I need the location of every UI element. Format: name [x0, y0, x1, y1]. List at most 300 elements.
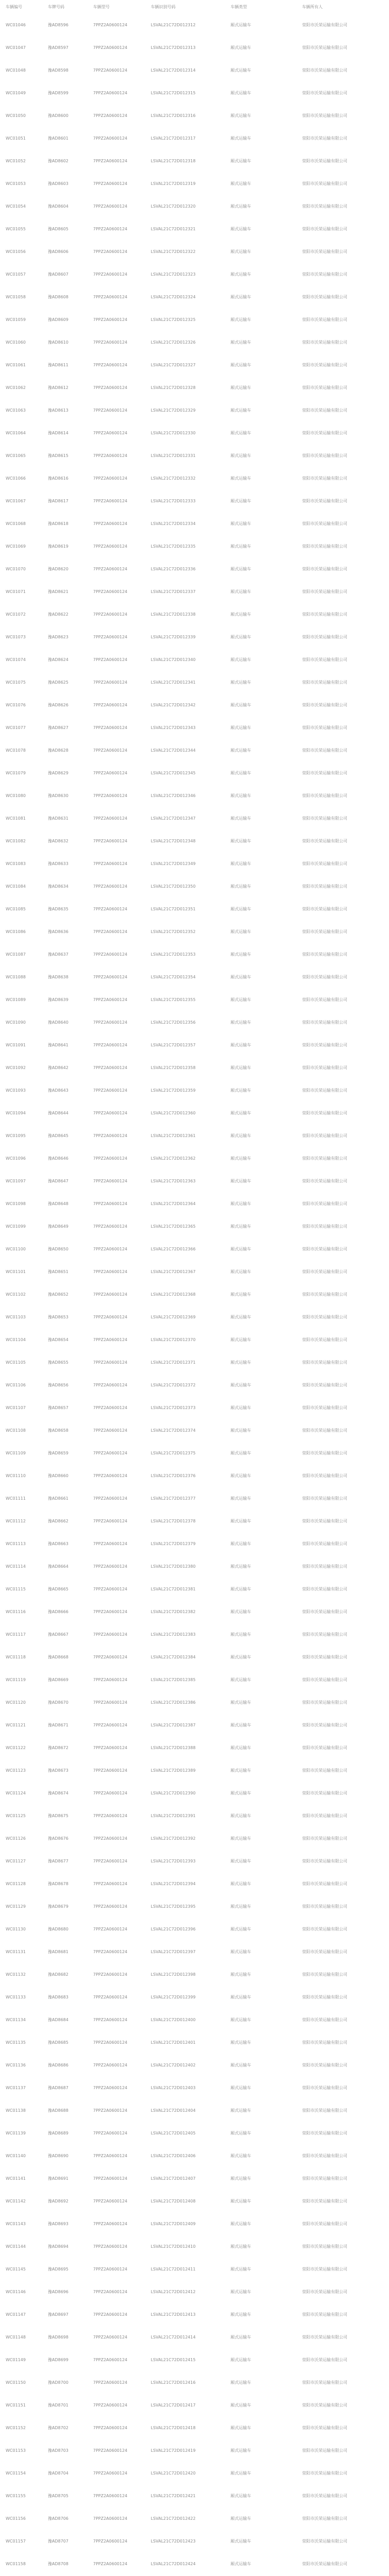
table-cell: 豫AD8666	[48, 1609, 68, 1614]
table-cell: LSVAL21C72D012363	[151, 1178, 196, 1183]
table-cell: 豫AD8690	[48, 2153, 68, 2158]
table-cell: WC01057	[6, 272, 26, 277]
table-cell: 厢式运输车	[231, 1632, 251, 1637]
table-cell: LSVAL21C72D012335	[151, 544, 196, 549]
table-cell: 荥阳市沃荣运输有限公司	[302, 1858, 347, 1863]
table-cell: 厢式运输车	[231, 1994, 251, 1999]
table-cell: 荥阳市沃荣运输有限公司	[302, 1994, 347, 1999]
table-cell: 厢式运输车	[231, 974, 251, 979]
table-cell: LSVAL21C72D012397	[151, 1949, 196, 1954]
table-row	[4, 1872, 385, 1895]
table-cell: 豫AD8655	[48, 1360, 68, 1365]
table-cell: 厢式运输车	[231, 1382, 251, 1387]
table-row	[4, 2008, 385, 2031]
table-cell: 荥阳市沃荣运输有限公司	[302, 1609, 347, 1614]
table-cell: 荥阳市沃荣运输有限公司	[302, 135, 347, 141]
table-cell: 荥阳市沃荣运输有限公司	[302, 952, 347, 957]
table-cell: 厢式运输车	[231, 2402, 251, 2408]
table-cell: 7PPZ2A0600124	[93, 1428, 128, 1433]
table-row	[4, 1033, 385, 1056]
table-row	[4, 875, 385, 897]
table-cell: 7PPZ2A0600124	[93, 1088, 128, 1093]
table-cell: 荥阳市沃荣运输有限公司	[302, 589, 347, 594]
table-cell: 7PPZ2A0600124	[93, 408, 128, 413]
table-cell: 荥阳市沃荣运输有限公司	[302, 702, 347, 707]
table-cell: LSVAL21C72D012379	[151, 1541, 196, 1546]
table-row	[4, 240, 385, 263]
table-cell: WC01084	[6, 884, 26, 889]
table-cell: 豫AD8647	[48, 1178, 68, 1183]
table-cell: 豫AD8634	[48, 884, 68, 889]
table-row	[4, 943, 385, 965]
table-cell: 7PPZ2A0600124	[93, 2402, 128, 2408]
table-row	[4, 331, 385, 353]
table-cell: LSVAL21C72D012384	[151, 1654, 196, 1659]
table-row	[4, 104, 385, 127]
table-cell: 厢式运输车	[231, 680, 251, 685]
table-cell: 7PPZ2A0600124	[93, 634, 128, 639]
table-row	[4, 2326, 385, 2348]
table-row	[4, 1464, 385, 1487]
table-cell: 7PPZ2A0600124	[93, 2266, 128, 2272]
table-cell: WC01075	[6, 680, 26, 685]
table-cell: LSVAL21C72D012324	[151, 294, 196, 299]
table-cell: LSVAL21C72D012400	[151, 2017, 196, 2022]
table-cell: 7PPZ2A0600124	[93, 67, 128, 73]
table-cell: 7PPZ2A0600124	[93, 906, 128, 911]
table-cell: WC01123	[6, 1768, 26, 1773]
table-row	[4, 2371, 385, 2394]
table-cell: WC01133	[6, 1994, 26, 1999]
table-cell: 厢式运输车	[231, 181, 251, 186]
table-cell: 豫AD8660	[48, 1473, 68, 1478]
table-cell: 7PPZ2A0600124	[93, 1133, 128, 1138]
table-cell: WC01145	[6, 2266, 26, 2272]
table-cell: 荥阳市沃荣运输有限公司	[302, 929, 347, 934]
table-cell: LSVAL21C72D012345	[151, 770, 196, 775]
table-cell: 豫AD8620	[48, 566, 68, 571]
table-cell: 7PPZ2A0600124	[93, 1972, 128, 1977]
table-cell: 豫AD8651	[48, 1269, 68, 1274]
table-cell: LSVAL21C72D012359	[151, 1088, 196, 1093]
table-row	[4, 1056, 385, 1079]
table-cell: 7PPZ2A0600124	[93, 430, 128, 435]
table-cell: LSVAL21C72D012349	[151, 861, 196, 866]
table-cell: 荥阳市沃荣运输有限公司	[302, 385, 347, 390]
table-row	[4, 1260, 385, 1283]
table-cell: 荥阳市沃荣运输有限公司	[302, 544, 347, 549]
table-cell: 7PPZ2A0600124	[93, 2062, 128, 2067]
table-cell: 7PPZ2A0600124	[93, 2425, 128, 2430]
table-cell: 厢式运输车	[231, 204, 251, 209]
table-cell: WC01115	[6, 1586, 26, 1591]
table-cell: 荥阳市沃荣运输有限公司	[302, 2040, 347, 2045]
table-cell: WC01070	[6, 566, 26, 571]
table-cell: WC01059	[6, 317, 26, 322]
table-cell: 厢式运输车	[231, 1133, 251, 1138]
table-row	[4, 2099, 385, 2122]
table-cell: WC01143	[6, 2221, 26, 2226]
table-cell: 7PPZ2A0600124	[93, 884, 128, 889]
table-cell: 7PPZ2A0600124	[93, 1768, 128, 1773]
table-cell: WC01147	[6, 2312, 26, 2317]
table-cell: 荥阳市沃荣运输有限公司	[302, 2017, 347, 2022]
table-row	[4, 2076, 385, 2099]
table-cell: WC01083	[6, 861, 26, 866]
table-cell: 7PPZ2A0600124	[93, 158, 128, 163]
table-row	[4, 2280, 385, 2303]
table-cell: LSVAL21C72D012371	[151, 1360, 196, 1365]
table-cell: LSVAL21C72D012350	[151, 884, 196, 889]
table-cell: LSVAL21C72D012410	[151, 2244, 196, 2249]
table-cell: 豫AD8674	[48, 1790, 68, 1795]
table-cell: 7PPZ2A0600124	[93, 1020, 128, 1025]
table-row	[4, 1940, 385, 1963]
table-cell: 厢式运输车	[231, 566, 251, 571]
table-cell: 7PPZ2A0600124	[93, 1722, 128, 1727]
table-cell: 7PPZ2A0600124	[93, 816, 128, 821]
table-cell: WC01069	[6, 544, 26, 549]
table-row	[4, 489, 385, 512]
table-cell: LSVAL21C72D012315	[151, 90, 196, 95]
table-cell: 7PPZ2A0600124	[93, 1564, 128, 1569]
table-cell: 厢式运输车	[231, 1156, 251, 1161]
table-cell: 荥阳市沃荣运输有限公司	[302, 906, 347, 911]
table-cell: 荥阳市沃荣运输有限公司	[302, 226, 347, 231]
table-cell: LSVAL21C72D012328	[151, 385, 196, 390]
table-cell: 荥阳市沃荣运输有限公司	[302, 612, 347, 617]
table-row	[4, 2484, 385, 2507]
table-cell: 豫AD8680	[48, 1926, 68, 1931]
table-cell: 7PPZ2A0600124	[93, 294, 128, 299]
table-cell: 厢式运输车	[231, 2312, 251, 2317]
table-row	[4, 829, 385, 852]
table-row	[4, 716, 385, 739]
table-cell: WC01130	[6, 1926, 26, 1931]
table-cell: 厢式运输车	[231, 1178, 251, 1183]
table-row	[4, 444, 385, 467]
table-cell: 厢式运输车	[231, 657, 251, 662]
table-cell: 荥阳市沃荣运输有限公司	[302, 680, 347, 685]
table-row	[4, 59, 385, 81]
table-cell: 7PPZ2A0600124	[93, 1586, 128, 1591]
table-cell: 豫AD8613	[48, 408, 68, 413]
table-cell: 豫AD8679	[48, 1904, 68, 1909]
vehicle-table	[4, 0, 385, 2576]
table-cell: 荥阳市沃荣运输有限公司	[302, 2493, 347, 2498]
table-row	[4, 308, 385, 331]
table-cell: 7PPZ2A0600124	[93, 1473, 128, 1478]
table-row	[4, 2530, 385, 2552]
table-row	[4, 1170, 385, 1192]
table-cell: 荥阳市沃荣运输有限公司	[302, 45, 347, 50]
table-cell: 厢式运输车	[231, 453, 251, 458]
table-cell: 荥阳市沃荣运输有限公司	[302, 1926, 347, 1931]
table-cell: 厢式运输车	[231, 725, 251, 730]
table-cell: 荥阳市沃荣运输有限公司	[302, 1292, 347, 1297]
table-cell: 厢式运输车	[231, 2493, 251, 2498]
table-cell: 荥阳市沃荣运输有限公司	[302, 1632, 347, 1637]
table-cell: 7PPZ2A0600124	[93, 612, 128, 617]
table-cell: 豫AD8707	[48, 2538, 68, 2544]
table-cell: 7PPZ2A0600124	[93, 135, 128, 141]
table-cell: 荥阳市沃荣运输有限公司	[302, 1042, 347, 1047]
table-cell: LSVAL21C72D012318	[151, 158, 196, 163]
table-row	[4, 36, 385, 59]
table-cell: WC01071	[6, 589, 26, 594]
table-cell: 豫AD8659	[48, 1450, 68, 1455]
table-cell: LSVAL21C72D012334	[151, 521, 196, 526]
table-row	[4, 421, 385, 444]
table-cell: 厢式运输车	[231, 2266, 251, 2272]
table-cell: 荥阳市沃荣运输有限公司	[302, 816, 347, 821]
table-row	[4, 1215, 385, 1238]
table-cell: 荥阳市沃荣运输有限公司	[302, 974, 347, 979]
table-cell: LSVAL21C72D012403	[151, 2085, 196, 2090]
table-cell: 7PPZ2A0600124	[93, 1292, 128, 1297]
table-cell: LSVAL21C72D012361	[151, 1133, 196, 1138]
table-cell: 7PPZ2A0600124	[93, 680, 128, 685]
table-cell: WC01119	[6, 1677, 26, 1682]
table-cell: 7PPZ2A0600124	[93, 566, 128, 571]
table-cell: WC01131	[6, 1949, 26, 1954]
table-row	[4, 1555, 385, 1578]
table-cell: LSVAL21C72D012424	[151, 2561, 196, 2566]
table-cell: LSVAL21C72D012313	[151, 45, 196, 50]
table-cell: 荥阳市沃荣运输有限公司	[302, 657, 347, 662]
table-cell: WC01080	[6, 793, 26, 798]
table-row	[4, 512, 385, 535]
table-cell: 厢式运输车	[231, 1292, 251, 1297]
table-cell: LSVAL21C72D012405	[151, 2130, 196, 2136]
table-cell: 厢式运输车	[231, 634, 251, 639]
table-row	[4, 1011, 385, 1033]
table-cell: WC01064	[6, 430, 26, 435]
table-cell: 7PPZ2A0600124	[93, 793, 128, 798]
table-cell: 荥阳市沃荣运输有限公司	[302, 1881, 347, 1886]
table-cell: WC01092	[6, 1065, 26, 1070]
table-cell: WC01146	[6, 2289, 26, 2294]
table-cell: 荥阳市沃荣运输有限公司	[302, 1450, 347, 1455]
table-cell: 荥阳市沃荣运输有限公司	[302, 1745, 347, 1750]
table-cell: 7PPZ2A0600124	[93, 997, 128, 1002]
table-cell: 荥阳市沃荣运输有限公司	[302, 408, 347, 413]
table-cell: WC01129	[6, 1904, 26, 1909]
table-cell: 7PPZ2A0600124	[93, 2493, 128, 2498]
table-cell: LSVAL21C72D012385	[151, 1677, 196, 1682]
table-cell: 荥阳市沃荣运输有限公司	[302, 2380, 347, 2385]
table-cell: WC01128	[6, 1881, 26, 1886]
table-cell: 豫AD8618	[48, 521, 68, 526]
table-cell: 7PPZ2A0600124	[93, 1269, 128, 1274]
table-cell: 荥阳市沃荣运输有限公司	[302, 770, 347, 775]
table-cell: WC01134	[6, 2017, 26, 2022]
table-cell: 荥阳市沃荣运输有限公司	[302, 1337, 347, 1342]
table-cell: LSVAL21C72D012411	[151, 2266, 196, 2272]
table-cell: WC01155	[6, 2493, 26, 2498]
table-cell: 厢式运输车	[231, 2516, 251, 2521]
header-cell: 车辆所有人	[302, 4, 323, 9]
table-cell: LSVAL21C72D012356	[151, 1020, 196, 1025]
table-cell: 7PPZ2A0600124	[93, 2357, 128, 2362]
table-cell: LSVAL21C72D012330	[151, 430, 196, 435]
table-cell: LSVAL21C72D012336	[151, 566, 196, 571]
table-cell: WC01072	[6, 612, 26, 617]
table-cell: 豫AD8601	[48, 135, 68, 141]
table-cell: 豫AD8650	[48, 1246, 68, 1251]
table-cell: 厢式运输车	[231, 2470, 251, 2476]
table-cell: WC01117	[6, 1632, 26, 1637]
table-cell: LSVAL21C72D012317	[151, 135, 196, 141]
table-cell: LSVAL21C72D012398	[151, 1972, 196, 1977]
table-cell: 7PPZ2A0600124	[93, 861, 128, 866]
table-cell: 7PPZ2A0600124	[93, 90, 128, 95]
table-cell: WC01106	[6, 1382, 26, 1387]
table-cell: WC01079	[6, 770, 26, 775]
table-cell: 厢式运输车	[231, 2198, 251, 2204]
table-cell: 豫AD8624	[48, 657, 68, 662]
table-cell: 豫AD8656	[48, 1382, 68, 1387]
table-cell: 豫AD8644	[48, 1110, 68, 1115]
header-row	[4, 0, 385, 13]
table-cell: 厢式运输车	[231, 748, 251, 753]
table-cell: 荥阳市沃荣运输有限公司	[302, 2289, 347, 2294]
table-cell: 7PPZ2A0600124	[93, 1926, 128, 1931]
table-cell: 厢式运输车	[231, 1020, 251, 1025]
table-cell: 厢式运输车	[231, 476, 251, 481]
table-cell: LSVAL21C72D012351	[151, 906, 196, 911]
table-cell: 豫AD8692	[48, 2198, 68, 2204]
table-cell: LSVAL21C72D012312	[151, 22, 196, 27]
table-cell: 厢式运输车	[231, 317, 251, 322]
table-cell: 豫AD8661	[48, 1496, 68, 1501]
table-cell: 厢式运输车	[231, 1110, 251, 1115]
table-cell: 豫AD8636	[48, 929, 68, 934]
table-cell: LSVAL21C72D012422	[151, 2516, 196, 2521]
table-row	[4, 1306, 385, 1328]
table-row	[4, 1668, 385, 1691]
table-cell: 荥阳市沃荣运输有限公司	[302, 2108, 347, 2113]
table-cell: LSVAL21C72D012321	[151, 226, 196, 231]
table-body	[4, 13, 385, 2576]
table-row	[4, 1691, 385, 1714]
table-cell: 7PPZ2A0600124	[93, 317, 128, 322]
table-row	[4, 1124, 385, 1147]
table-cell: WC01091	[6, 1042, 26, 1047]
table-row	[4, 1578, 385, 1600]
table-cell: 厢式运输车	[231, 2538, 251, 2544]
table-row	[4, 1510, 385, 1532]
table-row	[4, 1759, 385, 1782]
table-cell: 厢式运输车	[231, 702, 251, 707]
table-cell: 荥阳市沃荣运输有限公司	[302, 521, 347, 526]
table-cell: 7PPZ2A0600124	[93, 770, 128, 775]
table-cell: LSVAL21C72D012419	[151, 2448, 196, 2453]
table-cell: LSVAL21C72D012337	[151, 589, 196, 594]
table-cell: 荥阳市沃荣运输有限公司	[302, 884, 347, 889]
table-cell: LSVAL21C72D012374	[151, 1428, 196, 1433]
table-row	[4, 2258, 385, 2280]
table-cell: LSVAL21C72D012373	[151, 1405, 196, 1410]
table-cell: 荥阳市沃荣运输有限公司	[302, 2198, 347, 2204]
table-cell: WC01065	[6, 453, 26, 458]
table-cell: 7PPZ2A0600124	[93, 22, 128, 27]
table-cell: 厢式运输车	[231, 1337, 251, 1342]
table-cell: WC01054	[6, 204, 26, 209]
table-cell: 豫AD8685	[48, 2040, 68, 2045]
table-cell: 厢式运输车	[231, 385, 251, 390]
table-cell: 豫AD8686	[48, 2062, 68, 2067]
table-cell: 厢式运输车	[231, 1065, 251, 1070]
table-cell: 豫AD8639	[48, 997, 68, 1002]
table-cell: 厢式运输车	[231, 2380, 251, 2385]
table-cell: WC01125	[6, 1813, 26, 1818]
table-cell: 荥阳市沃荣运输有限公司	[302, 1768, 347, 1773]
table-cell: 厢式运输车	[231, 1858, 251, 1863]
table-cell: LSVAL21C72D012329	[151, 408, 196, 413]
table-cell: WC01136	[6, 2062, 26, 2067]
table-row	[4, 761, 385, 784]
table-row	[4, 1328, 385, 1351]
table-cell: 豫AD8628	[48, 748, 68, 753]
table-cell: 豫AD8698	[48, 2334, 68, 2340]
table-cell: WC01107	[6, 1405, 26, 1410]
table-cell: WC01100	[6, 1246, 26, 1251]
table-cell: WC01127	[6, 1858, 26, 1863]
table-cell: WC01090	[6, 1020, 26, 1025]
table-cell: LSVAL21C72D012386	[151, 1700, 196, 1705]
table-cell: LSVAL21C72D012395	[151, 1904, 196, 1909]
table-cell: WC01048	[6, 67, 26, 73]
table-cell: 厢式运输车	[231, 1473, 251, 1478]
table-row	[4, 1623, 385, 1646]
table-cell: WC01099	[6, 1224, 26, 1229]
table-cell: LSVAL21C72D012414	[151, 2334, 196, 2340]
table-cell: WC01108	[6, 1428, 26, 1433]
table-cell: 厢式运输车	[231, 544, 251, 549]
table-row	[4, 1986, 385, 2008]
table-cell: 厢式运输车	[231, 340, 251, 345]
table-cell: 7PPZ2A0600124	[93, 340, 128, 345]
table-cell: 厢式运输车	[231, 770, 251, 775]
table-cell: LSVAL21C72D012339	[151, 634, 196, 639]
table-cell: WC01066	[6, 476, 26, 481]
table-cell: 7PPZ2A0600124	[93, 1700, 128, 1705]
table-row	[4, 2122, 385, 2144]
table-cell: 7PPZ2A0600124	[93, 589, 128, 594]
table-cell: WC01109	[6, 1450, 26, 1455]
table-cell: 7PPZ2A0600124	[93, 1496, 128, 1501]
table-cell: 豫AD8600	[48, 113, 68, 118]
table-cell: 厢式运输车	[231, 1609, 251, 1614]
table-cell: 荥阳市沃荣运输有限公司	[302, 1518, 347, 1523]
table-cell: WC01049	[6, 90, 26, 95]
table-cell: WC01101	[6, 1269, 26, 1274]
table-cell: 豫AD8670	[48, 1700, 68, 1705]
table-cell: 7PPZ2A0600124	[93, 2516, 128, 2521]
table-row	[4, 399, 385, 421]
table-cell: LSVAL21C72D012325	[151, 317, 196, 322]
table-cell: LSVAL21C72D012389	[151, 1768, 196, 1773]
table-row	[4, 580, 385, 603]
table-cell: WC01135	[6, 2040, 26, 2045]
table-cell: 7PPZ2A0600124	[93, 1178, 128, 1183]
table-row	[4, 603, 385, 625]
table-row	[4, 263, 385, 285]
table-cell: 荥阳市沃荣运输有限公司	[302, 2244, 347, 2249]
table-row	[4, 2190, 385, 2212]
table-row	[4, 2552, 385, 2575]
